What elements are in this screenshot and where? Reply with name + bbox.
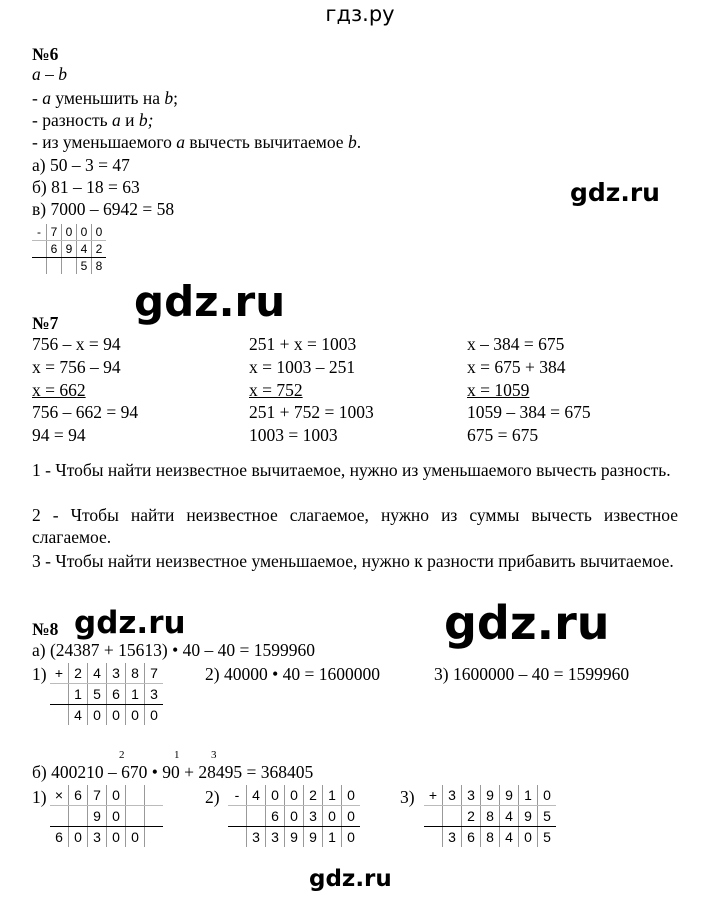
task7-col1-line1: 756 – x = 94 (32, 334, 121, 354)
task8-b-step1-label: 1) (32, 787, 47, 807)
task8-b-column-multiplication: × 6 7 0 9 0 6 0 3 0 0 (50, 785, 163, 847)
task8-a-step3: 3) 1600000 – 40 = 1599960 (434, 664, 630, 684)
task6-reading-1: - a уменьшить на b; (32, 88, 179, 108)
watermark-5: gdz.ru (309, 866, 392, 892)
task8-a-expression: а) (24387 + 15613) • 40 – 40 = 1599960 (32, 640, 315, 660)
task7-rule-1: 1 - Чтобы найти неизвестное вычитаемое, нужно из уменьшаемого вычесть разность. (32, 460, 671, 480)
task7-col3-check: 1059 – 384 = 675 (467, 402, 591, 422)
task8-b-order-3: 3 (211, 749, 217, 761)
task6-example-c: в) 7000 – 6942 = 58 (32, 199, 175, 219)
task8-b-column-subtraction: - 4 0 0 2 1 0 6 0 3 0 0 3 3 9 9 1 0 (228, 785, 360, 847)
task7-rule-3: 3 - Чтобы найти неизвестное уменьшаемое, нужно к разности прибавить вычитаемое. (32, 551, 674, 571)
task8-b-order-2: 1 (174, 749, 180, 761)
task7-col2-result: 1003 = 1003 (249, 425, 338, 445)
watermark-4: gdz.ru (444, 596, 610, 650)
task8-a-step1-label: 1) (32, 664, 47, 684)
watermark-2: gdz.ru (134, 277, 286, 326)
task8-b-order-1: 2 (119, 749, 125, 761)
task6-expression: a – b (32, 64, 67, 84)
task7-col3-result: 675 = 675 (467, 425, 539, 445)
task7-title: №7 (32, 313, 59, 333)
task7-col2-answer: x = 752 (249, 380, 303, 400)
task8-b-column-addition: + 3 3 9 9 1 0 2 8 4 9 5 3 6 8 4 0 5 (424, 785, 556, 847)
task7-col2-line1: 251 + x = 1003 (249, 334, 357, 354)
task7-rule-2: 2 - Чтобы найти неизвестное слагаемое, нужно из суммы вычесть известное слагаемое. (32, 505, 678, 547)
task7-col1-result: 94 = 94 (32, 425, 86, 445)
task8-b-step2-label: 2) (205, 787, 220, 807)
site-header: гдз.ру (325, 2, 395, 26)
task8-b-step3-label: 3) (400, 787, 415, 807)
task7-col1-check: 756 – 662 = 94 (32, 402, 139, 422)
task8-b-expression: б) 400210 – 670 • 90 + 28495 = 368405 (32, 762, 314, 782)
task8-title: №8 (32, 619, 59, 639)
watermark-1: gdz.ru (570, 178, 660, 207)
task7-col2-line2: x = 1003 – 251 (249, 357, 356, 377)
task8-a-step2: 2) 40000 • 40 = 1600000 (205, 664, 380, 684)
task6-example-a: а) 50 – 3 = 47 (32, 155, 130, 175)
task6-reading-2: - разность a и b; (32, 110, 154, 130)
task6-title: №6 (32, 44, 59, 64)
task6-column-subtraction: - 7 0 0 0 6 9 4 2 5 8 (32, 224, 106, 274)
task7-col3-line2: x = 675 + 384 (467, 357, 566, 377)
task6-example-b: б) 81 – 18 = 63 (32, 177, 140, 197)
task7-col3-line1: x – 384 = 675 (467, 334, 565, 354)
task7-col2-check: 251 + 752 = 1003 (249, 402, 374, 422)
task7-col1-line2: x = 756 – 94 (32, 357, 121, 377)
task8-a-column-addition: + 2 4 3 8 7 1 5 6 1 3 4 0 0 0 0 (50, 663, 163, 725)
task7-col1-answer: x = 662 (32, 380, 86, 400)
task6-reading-3: - из уменьшаемого a вычесть вычитаемое b. (32, 132, 362, 152)
task7-col3-answer: x = 1059 (467, 380, 530, 400)
watermark-3: gdz.ru (74, 605, 186, 641)
